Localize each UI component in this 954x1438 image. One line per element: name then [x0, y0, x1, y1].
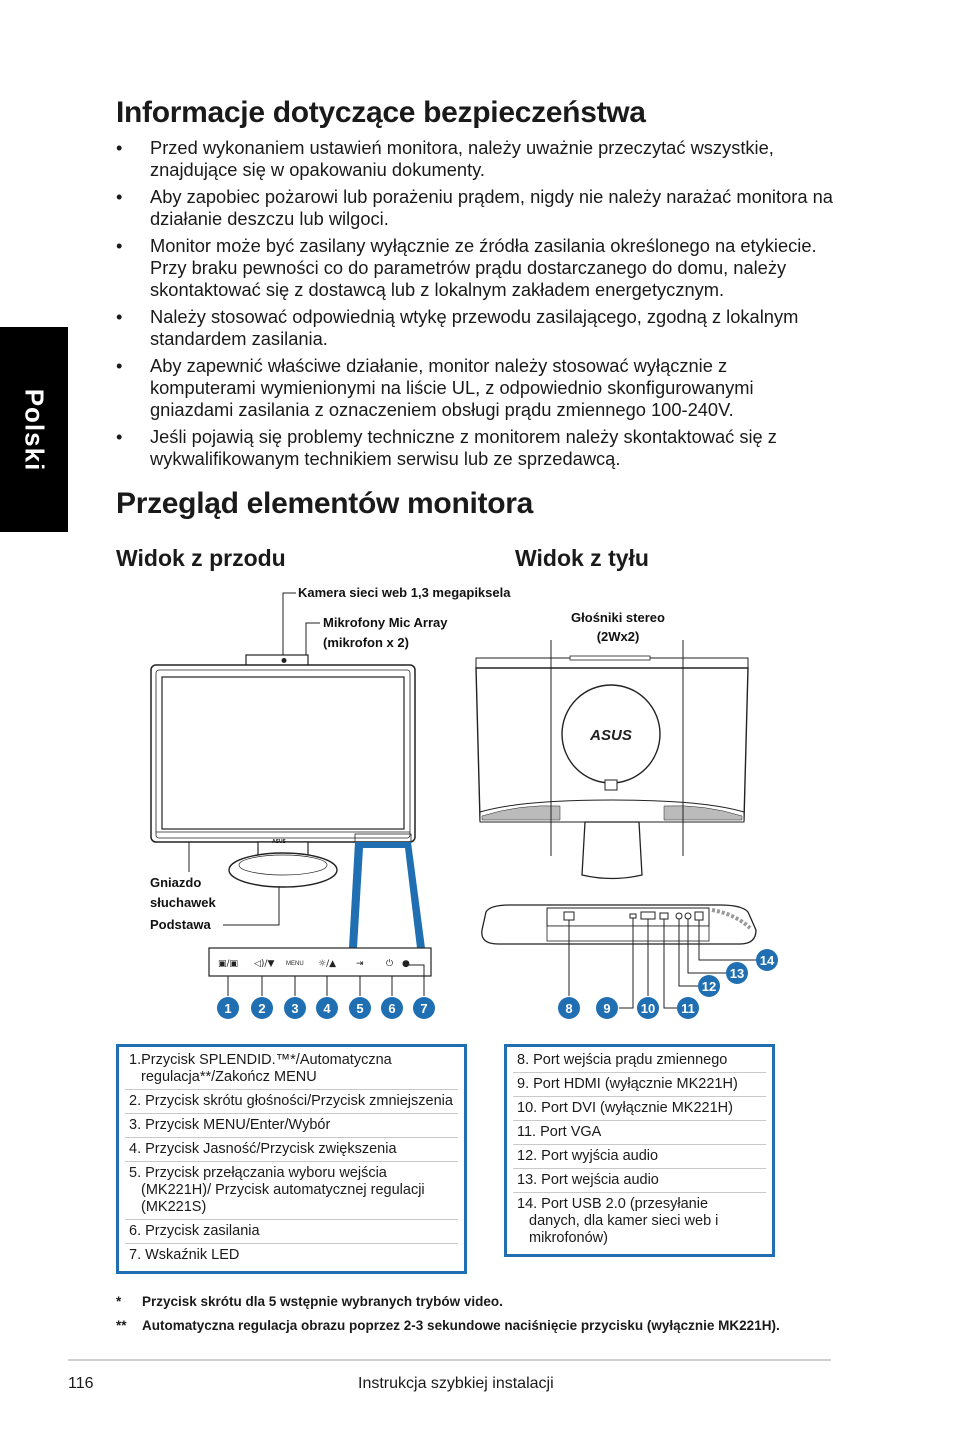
legend-text: 2. Przycisk skrótu głośności/Przycisk zmniejszenia [129, 1093, 453, 1109]
power-icon: ⏻ [386, 959, 394, 969]
led-icon: ● [402, 959, 410, 969]
legend-text: 10. Port DVI (wyłącznie MK221H) [517, 1100, 733, 1116]
legend-text: 13. Port wejścia audio [517, 1172, 659, 1188]
marker-3: 3 [291, 1001, 299, 1016]
legend-text: 4. Przycisk Jasność/Przycisk zwiększenia [129, 1141, 397, 1157]
legend-row [513, 1097, 766, 1121]
footer-divider [68, 1359, 831, 1361]
rear-legend [504, 1044, 775, 1257]
camera-label: Kamera sieci web 1,3 megapiksela [298, 585, 511, 600]
headphone-label-line1: Gniazdo [150, 875, 202, 890]
footnote-text: Przycisk skrótu dla 5 wstępnie wybranych trybów video. [142, 1294, 503, 1309]
marker-8: 8 [565, 1001, 573, 1016]
front-markers [217, 997, 435, 1019]
overview-title: Przegląd elementów monitora [116, 487, 533, 520]
marker-5: 5 [356, 1001, 364, 1016]
legend-row [125, 1090, 458, 1114]
safety-bullet: • Należy stosować odpowiednią wtykę przewodu zasilającego, zgodną z lokalnym standardem zasilania. [116, 306, 836, 350]
marker-13: 13 [729, 966, 745, 981]
marker-11: 11 [681, 1001, 695, 1016]
safety-bullet: • Aby zapewnić właściwe działanie, monitor należy stosować wyłącznie z komputerami wymienionymi na liście UL, z odpowiednio skonfigurowanymi gniazdami zasilania z oznaczeniem obsługi prądu zmiennego 100-240V. [116, 355, 836, 421]
legend-row [513, 1193, 766, 1250]
legend-row [513, 1145, 766, 1169]
stand-label: Podstawa [150, 917, 211, 932]
legend-text: 9. Port HDMI (wyłącznie MK221H) [517, 1076, 738, 1092]
legend-row [513, 1073, 766, 1097]
volume-icon: ◁)/▼ [254, 959, 275, 969]
front-brand-logo: ASUS [272, 839, 286, 845]
marker-1: 1 [224, 1001, 232, 1016]
splendid-icon: ▣/▣ [218, 959, 239, 969]
safety-bullet: • Jeśli pojawią się problemy techniczne z monitorem należy skontaktować się z wykwalifikowanym technikiem serwisu lub ze sprzedawcą. [116, 426, 836, 470]
legend-row [513, 1049, 766, 1073]
marker-14: 14 [759, 953, 775, 968]
mic-label-line2: (mikrofon x 2) [323, 635, 409, 650]
legend-text: 3. Przycisk MENU/Enter/Wybór [129, 1117, 331, 1133]
headphone-label-line2: słuchawek [150, 895, 216, 910]
speakers-label-line2: (2Wx2) [596, 629, 640, 644]
footnote-text: Automatyczna regulacja obrazu poprzez 2-3 sekundowe naciśnięcie przycisku (wyłącznie MK221H). [142, 1318, 780, 1333]
footer-title: Instrukcja szybkiej instalacji [358, 1375, 554, 1392]
safety-title: Informacje dotyczące bezpieczeństwa [116, 96, 646, 129]
mic-label-line1: Mikrofony Mic Array [323, 615, 448, 630]
legend-text: 8. Port wejścia prądu zmiennego [517, 1052, 728, 1068]
safety-bullet: • Przed wykonaniem ustawień monitora, należy uważnie przeczytać wszystkie, znajdujące się w opakowaniu dokumenty. [116, 137, 836, 181]
input-icon: ⇥ [356, 959, 364, 969]
marker-9: 9 [603, 1001, 611, 1016]
footnote-mark: * [116, 1294, 122, 1309]
legend-row [125, 1162, 458, 1220]
safety-bullet: • Aby zapobiec pożarowi lub porażeniu prądem, nigdy nie należy narażać monitora na działanie deszczu lub wilgoci. [116, 186, 836, 230]
legend-text: 12. Port wyjścia audio [517, 1148, 659, 1164]
footnote [116, 1318, 780, 1333]
front-view-title: Widok z przodu [116, 545, 286, 571]
rear-port-view [482, 905, 756, 944]
legend-row [125, 1220, 458, 1244]
footnote-mark: ** [116, 1318, 127, 1333]
legend-text: 5. Przycisk przełączania wyboru wejścia (MK221H)/ Przycisk automatycznej regulacji (MK221S) [129, 1165, 425, 1215]
legend-row [513, 1169, 766, 1193]
menu-icon-label: MENU [286, 961, 304, 967]
legend-row [125, 1244, 458, 1267]
speakers-label-line1: Głośniki stereo [571, 610, 665, 625]
legend-row [125, 1114, 458, 1138]
legend-text: 14. Port USB 2.0 (przesyłanie danych, dla kamer sieci web i mikrofonów) [517, 1196, 719, 1246]
brightness-icon: ☼/▲ [318, 959, 337, 969]
footnote [116, 1294, 503, 1309]
legend-text: 7. Wskaźnik LED [129, 1247, 240, 1263]
marker-6: 6 [388, 1001, 396, 1016]
page-number: 116 [68, 1375, 94, 1392]
legend-row [125, 1049, 458, 1090]
legend-text: 6. Przycisk zasilania [129, 1223, 260, 1239]
front-legend [116, 1044, 467, 1274]
legend-row [513, 1121, 766, 1145]
legend-row [125, 1138, 458, 1162]
legend-text: 11. Port VGA [517, 1124, 602, 1140]
rear-monitor [476, 656, 748, 879]
rear-brand-logo: ASUS [590, 727, 632, 744]
language-tab-label: Polski [19, 388, 50, 471]
marker-2: 2 [258, 1001, 266, 1016]
marker-12: 12 [701, 979, 717, 994]
legend-text: 1.Przycisk SPLENDID.™*/Automatyczna regulacja**/Zakończ MENU [129, 1052, 392, 1085]
safety-bullet: • Monitor może być zasilany wyłącznie ze źródła zasilania określonego na etykiecie. Przy braku pewności co do parametrów prądu dostarczanego do domu, należy skontaktować się z dostawcą lub z lokalnym zakładem energetycznym. [116, 235, 836, 301]
marker-7: 7 [420, 1001, 428, 1016]
marker-10: 10 [640, 1001, 656, 1016]
rear-view-title: Widok z tyłu [515, 545, 649, 571]
marker-4: 4 [323, 1001, 331, 1016]
